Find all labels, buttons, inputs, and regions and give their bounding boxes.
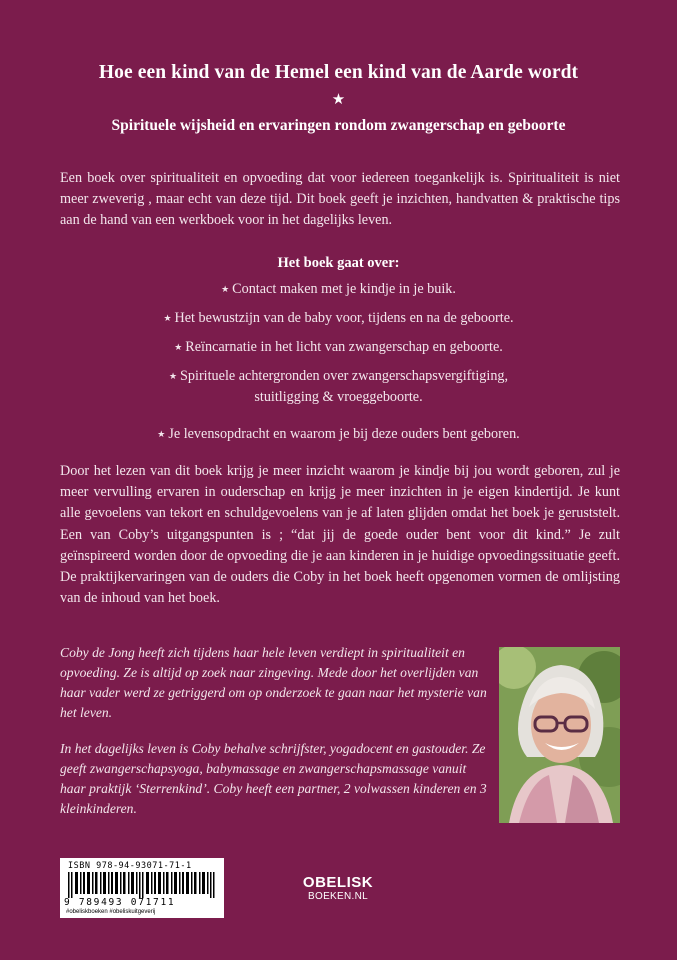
bio-paragraph: In het dagelijks leven is Coby behalve schrijfster, yogadocent en gastouder. Ze geeft zwangerschapsyoga, babymassage en zwangerschapsmassage vanuit haar praktijk ‘Sterrenkind’. Coby heeft een partner, 2 volwassen kinderen en 3 kleinkinderen.	[60, 741, 487, 816]
intro-text: Een boek over spiritualiteit en opvoeding dat voor iedereen toegankelijk is. Spiritualiteit is niet meer zweverig , maar echt van deze tijd. Dit boek geeft je inzichten, handvatten & praktische tips aan de hand van een werkboek voor in het dagelijks leven.	[60, 170, 620, 228]
star-separator-icon: ★	[331, 92, 346, 108]
author-photo	[499, 647, 620, 823]
topic-item: ★ Contact maken met je kindje in je buik.	[221, 281, 456, 297]
author-bio	[60, 643, 490, 835]
book-title: Hoe een kind van de Hemel een kind van de Aarde wordt	[98, 62, 579, 83]
star-bullet-icon: ★	[168, 371, 178, 381]
bio-paragraph: Coby de Jong heeft zich tijdens haar hele leven verdiept in spiritualiteit en opvoeding. Ze is altijd op zoek naar zingeving. Mede door het overlijden van haar vader werd ze getriggerd om op onderzoek te gaan naar het mysterie van het leven.	[60, 645, 487, 720]
star-bullet-icon: ★	[157, 429, 166, 439]
body-paragraph: Door het lezen van dit boek krijg je meer inzicht waarom je kindje bij jou wordt geboren, zul je meer vervulling ervaren in ouderschap en krijg je meer inzichten in je eigen kindertijd. Je kunt alle gevoelens van tekort en schuldgevoelens van je af laten glijden omdat het boek je geruststelt. Een van Coby’s uitgangspunten is ; “dat jij de goede ouder bent voor dit kind.” Je zult geïnspireerd worden door de opvoeding die je aan kinderen in je huidige opvoedingssituatie geeft. De praktijkervaringen van de ouders die Coby in het boek heeft opgenomen vormen de omlijsting van de inhoud van het boek.	[60, 463, 620, 607]
topic-item: ★ Je levensopdracht en waarom je bij deze ouders bent geboren.	[157, 426, 520, 442]
topic-item: ★ Reïncarnatie in het licht van zwangerschap en geboorte.	[174, 339, 503, 355]
logo-line1: OBELISK	[302, 874, 374, 891]
logo-line2: BOEKEN.NL	[308, 891, 368, 902]
barcode-bars-icon	[68, 872, 216, 898]
about-heading: Het boek gaat over:	[277, 255, 400, 271]
publisher-logo	[302, 875, 374, 903]
isbn-barcode	[60, 858, 224, 918]
topic-item: ★ Het bewustzijn van de baby voor, tijdens en na de geboorte.	[163, 310, 514, 326]
star-bullet-icon: ★	[174, 342, 183, 352]
topic-item: ★ Spirituele achtergronden over zwangerschapsvergiftiging, stuitligging & vroeggeboorte.	[168, 368, 509, 405]
topic-list	[0, 279, 677, 453]
barcode-digits: 9 789493 071711	[64, 897, 176, 908]
publisher-hashtags: #obeliskboeken #obeliskuitgeverij	[66, 909, 156, 915]
isbn-number: ISBN 978-94-93071-71-1	[68, 861, 192, 871]
star-bullet-icon: ★	[221, 284, 230, 294]
intro-paragraph	[60, 168, 620, 231]
star-bullet-icon: ★	[163, 313, 172, 323]
book-subtitle: Spirituele wijsheid en ervaringen rondom zwangerschap en geboorte	[111, 117, 566, 134]
